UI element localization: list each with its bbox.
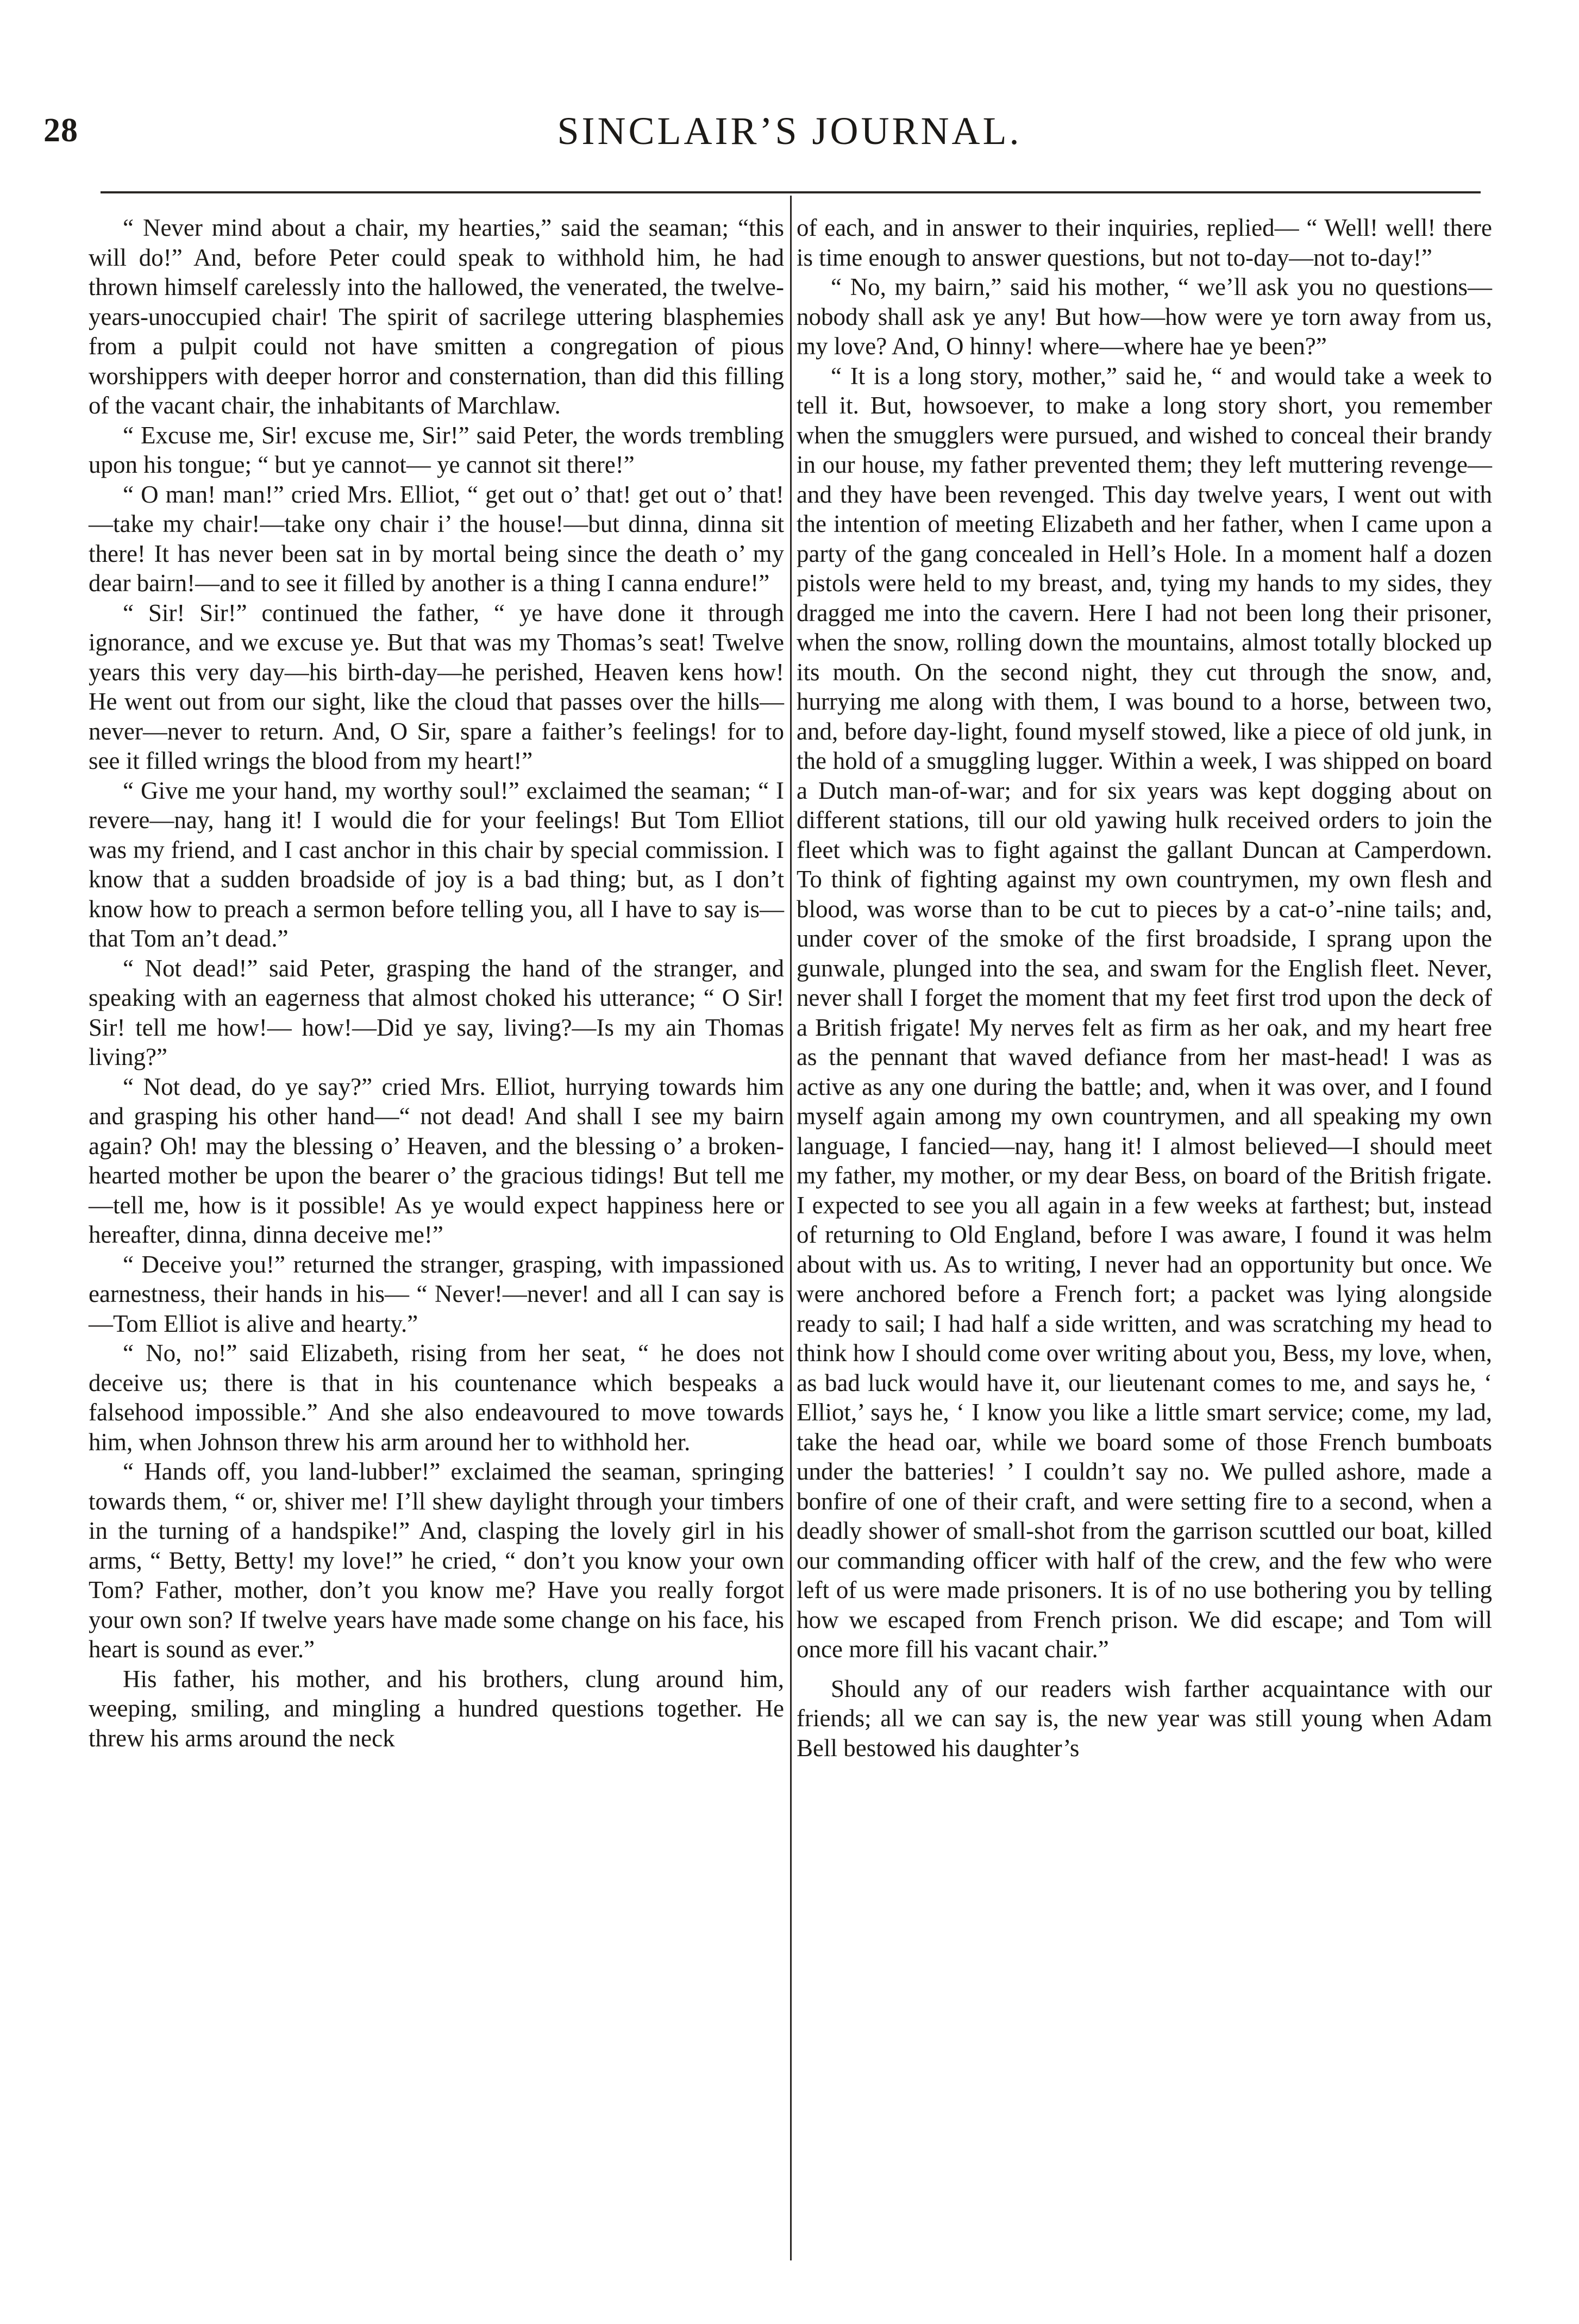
paragraph: “ Not dead, do ye say?” cried Mrs. Elliot, hurrying towards him and grasping his other hand—“ not dead! And shall I see my bairn again? Oh! may the blessing o’ Heaven, and the blessing o’ a broken-hearted mother be upon the bearer o’ the gracious tidings! But tell me—tell me, how is it possible! As ye would expect happiness here or hereafter, dinna, dinna deceive me!” — [89, 1073, 784, 1248]
paragraph: “ Sir! Sir!” continued the father, “ ye have done it through ignorance, and we excuse ye. But that was my Thomas’s seat! Twelve years this very day—his birth-day—he perished, Heaven kens how! He went out from our sight, like the cloud that passes over the hills—never—never to return. And, O Sir, spare a faither’s feelings! for to see it filled wrings the blood from my heart!” — [89, 599, 784, 774]
page-number: 28 — [43, 112, 78, 149]
paragraph: “ No, my bairn,” said his mother, “ we’ll ask you no questions—nobody shall ask ye any! But how—how were ye torn away from us, my love? And, O hinny! where—where hae ye been?” — [797, 273, 1492, 360]
paragraph: “ No, no!” said Elizabeth, rising from her seat, “ he does not deceive us; there is that in his countenance which bespeaks a falsehood impossible.” And she also endeavoured to move towards him, when Johnson threw his arm around her to withhold her. — [89, 1339, 784, 1456]
left-column — [89, 213, 784, 1753]
paragraph: “ Deceive you!” returned the stranger, grasping, with impassioned earnestness, their hands in his— “ Never!—never! and all I can say is—Tom Elliot is alive and hearty.” — [89, 1250, 784, 1337]
paragraph: “ Hands off, you land-lubber!” exclaimed the seaman, springing towards them, “ or, shiver me! I’ll shew daylight through your timbers in the turning of a handspike!” And, clasping the lovely girl in his arms, “ Betty, Betty! my love!” he cried, “ don’t you know your own Tom? Father, mother, don’t you know me? Have you really forgot your own son? If twelve years have made some change on his face, his heart is sound as ever.” — [89, 1458, 784, 1663]
running-title: SINCLAIR’S JOURNAL. — [557, 109, 1022, 153]
paragraph-continued: of each, and in answer to their inquiries, replied— “ Well! well! there is time enough to answer questions, but not to-day—not to-day!” — [797, 214, 1492, 271]
right-column — [797, 213, 1492, 1763]
paragraph: “ O man! man!” cried Mrs. Elliot, “ get out o’ that! get out o’ that!—take my chair!—take ony chair i’ the house!—but dinna, dinna sit there! It has never been sat in by mortal being since the death o’ my dear bairn!—and to see it filled by another is a thing I canna endure!” — [89, 480, 784, 597]
column-divider — [790, 196, 792, 2260]
paragraph: Should any of our readers wish farther acquaintance with our friends; all we can say is, the new year was still young when Adam Bell bestowed his daughter’s — [797, 1675, 1492, 1762]
paragraph: “ Give me your hand, my worthy soul!” exclaimed the seaman; “ I revere—nay, hang it! I would die for your feelings! But Tom Elliot was my friend, and I cast anchor in this chair by special commission. I know that a sudden broadside of joy is a bad thing; but, as I don’t know how to preach a sermon before telling you, all I have to say is—that Tom an’t dead.” — [89, 776, 784, 952]
paragraph: “ Not dead!” said Peter, grasping the hand of the stranger, and speaking with an eagerness that almost choked his utterance; “ O Sir! Sir! tell me how!— how!—Did ye say, living?—Is my ain Thomas living?” — [89, 954, 784, 1070]
header-rule — [101, 191, 1481, 193]
paragraph: “ It is a long story, mother,” said he, “ and would take a week to tell it. But, howsoever, to make a long story short, you remember when the smugglers were pursued, and wished to conceal their brandy in our house, my father prevented them; they left muttering revenge—and they have been revenged. This day twelve years, I went out with the intention of meeting Elizabeth and her father, when I came upon a party of the gang concealed in Hell’s Hole. In a moment half a dozen pistols were held to my breast, and, tying my hands to my sides, they dragged me into the cavern. Here I had not been long their prisoner, when the snow, rolling down the mountains, almost totally blocked up its mouth. On the second night, they cut through the snow, and, hurrying me along with them, I was bound to a horse, between two, and, before day-light, found myself stowed, like a piece of old junk, in the hold of a smuggling lugger. Within a week, I was shipped on board a Dutch man-of-war; and for six years was kept dogging about on different stations, till our old yawing hulk received orders to join the fleet which was to fight against the gallant Duncan at Camperdown. To think of fighting against my own countrymen, my own flesh and blood, was worse than to be cut to pieces by a cat-o’-nine tails; and, under cover of the smoke of the first broadside, I sprang upon the gunwale, plunged into the sea, and swam for the English fleet. Never, never shall I forget the moment that my feet first trod upon the deck of a British frigate! My nerves felt as firm as her oak, and my heart free as the pennant that waved defiance from her mast-head! I was as active as any one during the battle; and, when it was over, and I found myself again among my own countrymen, and all speaking my own language, I fancied—nay, hang it! I almost believed—I should meet my father, my mother, or my dear Bess, on board of the British frigate. I expected to see you all again in a few weeks at farthest; but, instead of returning to Old England, before I was aware, I found it was helm about with us. As to writing, I never had an opportunity but once. We were anchored before a French fort; a packet was lying alongside ready to sail; I had half a side written, and was scratching my head to think how I should come over writing about you, Bess, my love, when, as bad luck would have it, our lieutenant comes to me, and says he, ‘ Elliot,’ says he, ‘ I know you like a little smart service; come, my lad, take the head oar, while we board some of those French bumboats under the batteries! ’ I couldn’t say no. We pulled ashore, made a bonfire of one of their craft, and were setting fire to a second, when a deadly shower of small-shot from the garrison scuttled our boat, killed our commanding officer with half of the crew, and the few who were left of us were made prisoners. It is of no use bothering you by telling how we escaped from French prison. We did escape; and Tom will once more fill his vacant chair.” — [797, 362, 1492, 1663]
paragraph: “ Excuse me, Sir! excuse me, Sir!” said Peter, the words trembling upon his tongue; “ but ye cannot— ye cannot sit there!” — [89, 421, 784, 478]
paragraph: His father, his mother, and his brothers, clung around him, weeping, smiling, and mingling a hundred questions together. He threw his arms around the neck — [89, 1665, 784, 1752]
paragraph: “ Never mind about a chair, my hearties,” said the seaman; “this will do!” And, before Peter could speak to withhold him, he had thrown himself carelessly into the hallowed, the venerated, the twelve-years-unoccupied chair! The spirit of sacrilege uttering blasphemies from a pulpit could not have smitten a congregation of pious worshippers with deeper horror and consternation, than did this filling of the vacant chair, the inhabitants of Marchlaw. — [89, 214, 784, 419]
